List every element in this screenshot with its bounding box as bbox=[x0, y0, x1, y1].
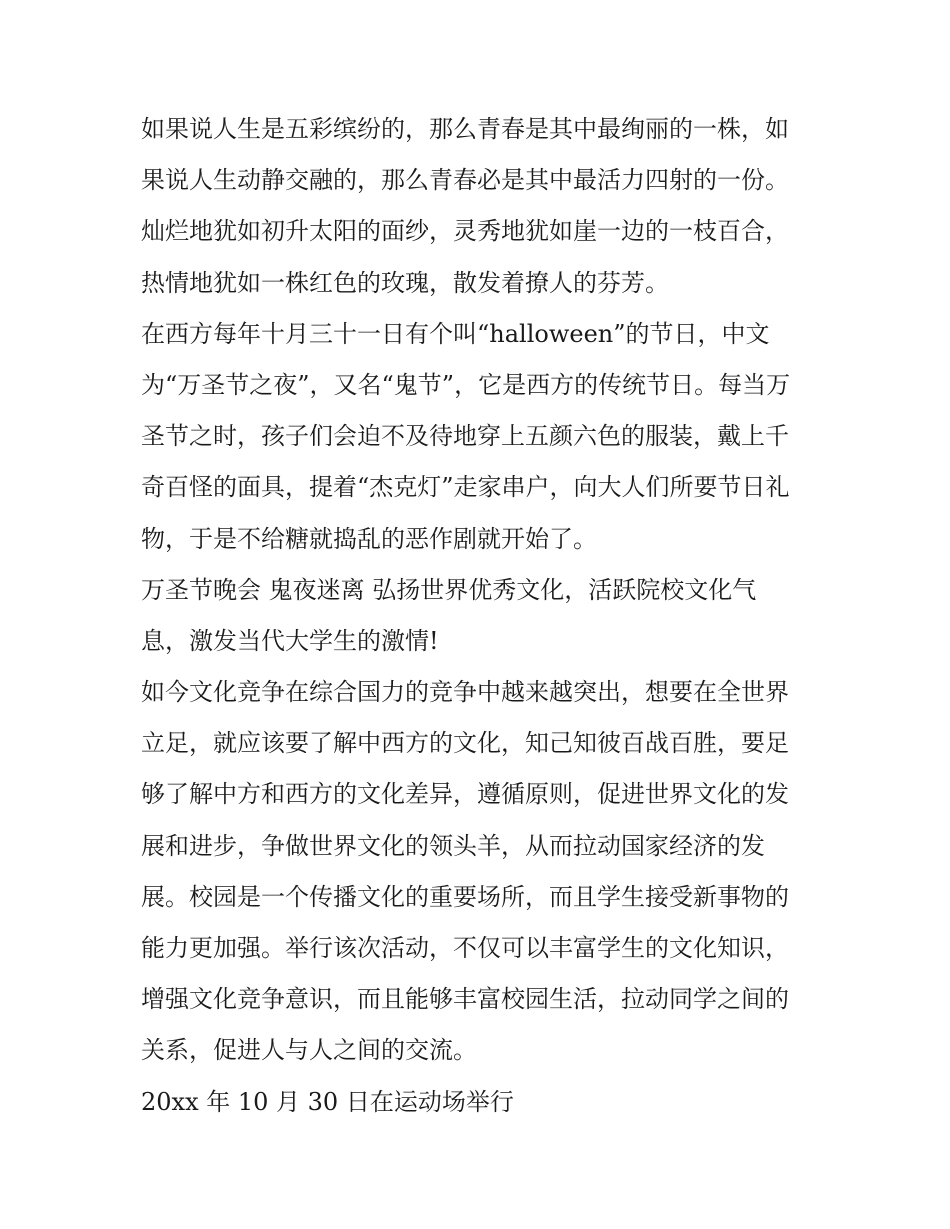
text-line: 圣节之时，孩子们会迫不及待地穿上五颜六色的服装，戴上千 bbox=[141, 422, 789, 451]
text-line: 息，激发当代大学生的激情! bbox=[141, 626, 439, 655]
text-line: 如果说人生是五彩缤纷的，那么青春是其中最绚丽的一株，如 bbox=[141, 115, 789, 143]
text-line: 万圣节晚会 鬼夜迷离 弘扬世界优秀文化，活跃院校文化气 bbox=[141, 575, 757, 604]
text-line: 如今文化竞争在综合国力的竞争中越来越突出，想要在全世界 bbox=[141, 678, 789, 707]
text-line: 立足，就应该要了解中西方的文化，知己知彼百战百胜，要足 bbox=[141, 729, 789, 758]
text-line: 增强文化竞争意识，而且能够丰富校园生活，拉动同学之间的 bbox=[141, 985, 789, 1014]
text-line: 热情地犹如一株红色的玫瑰，散发着撩人的芬芳。 bbox=[141, 268, 669, 297]
text-line: 够了解中方和西方的文化差异，遵循原则，促进世界文化的发 bbox=[141, 780, 789, 809]
text-line: 物，于是不给糖就捣乱的恶作剧就开始了。 bbox=[141, 524, 597, 553]
text-line: 关系，促进人与人之间的交流。 bbox=[141, 1036, 477, 1065]
text-line: 果说人生动静交融的，那么青春必是其中最活力四射的一份。 bbox=[141, 166, 789, 195]
text-line: 在西方每年十月三十一日有个叫“halloween”的节日，中文 bbox=[141, 319, 770, 348]
text-line: 展和进步，争做世界文化的领头羊，从而拉动国家经济的发 bbox=[141, 831, 765, 860]
text-line: 20xx 年 10 月 30 日在运动场举行 bbox=[141, 1087, 514, 1116]
text-line: 能力更加强。举行该次活动，不仅可以丰富学生的文化知识， bbox=[141, 934, 789, 962]
text-line: 为“万圣节之夜”，又名“鬼节”，它是西方的传统节日。每当万 bbox=[141, 370, 791, 399]
document-body bbox=[141, 104, 821, 1128]
text-line: 灿烂地犹如初升太阳的面纱，灵秀地犹如崖一边的一枝百合， bbox=[141, 217, 789, 246]
text-line: 奇百怪的面具，提着“杰克灯”走家串户，向大人们所要节日礼 bbox=[141, 473, 790, 502]
text-line: 展。校园是一个传播文化的重要场所，而且学生接受新事物的 bbox=[141, 882, 789, 911]
